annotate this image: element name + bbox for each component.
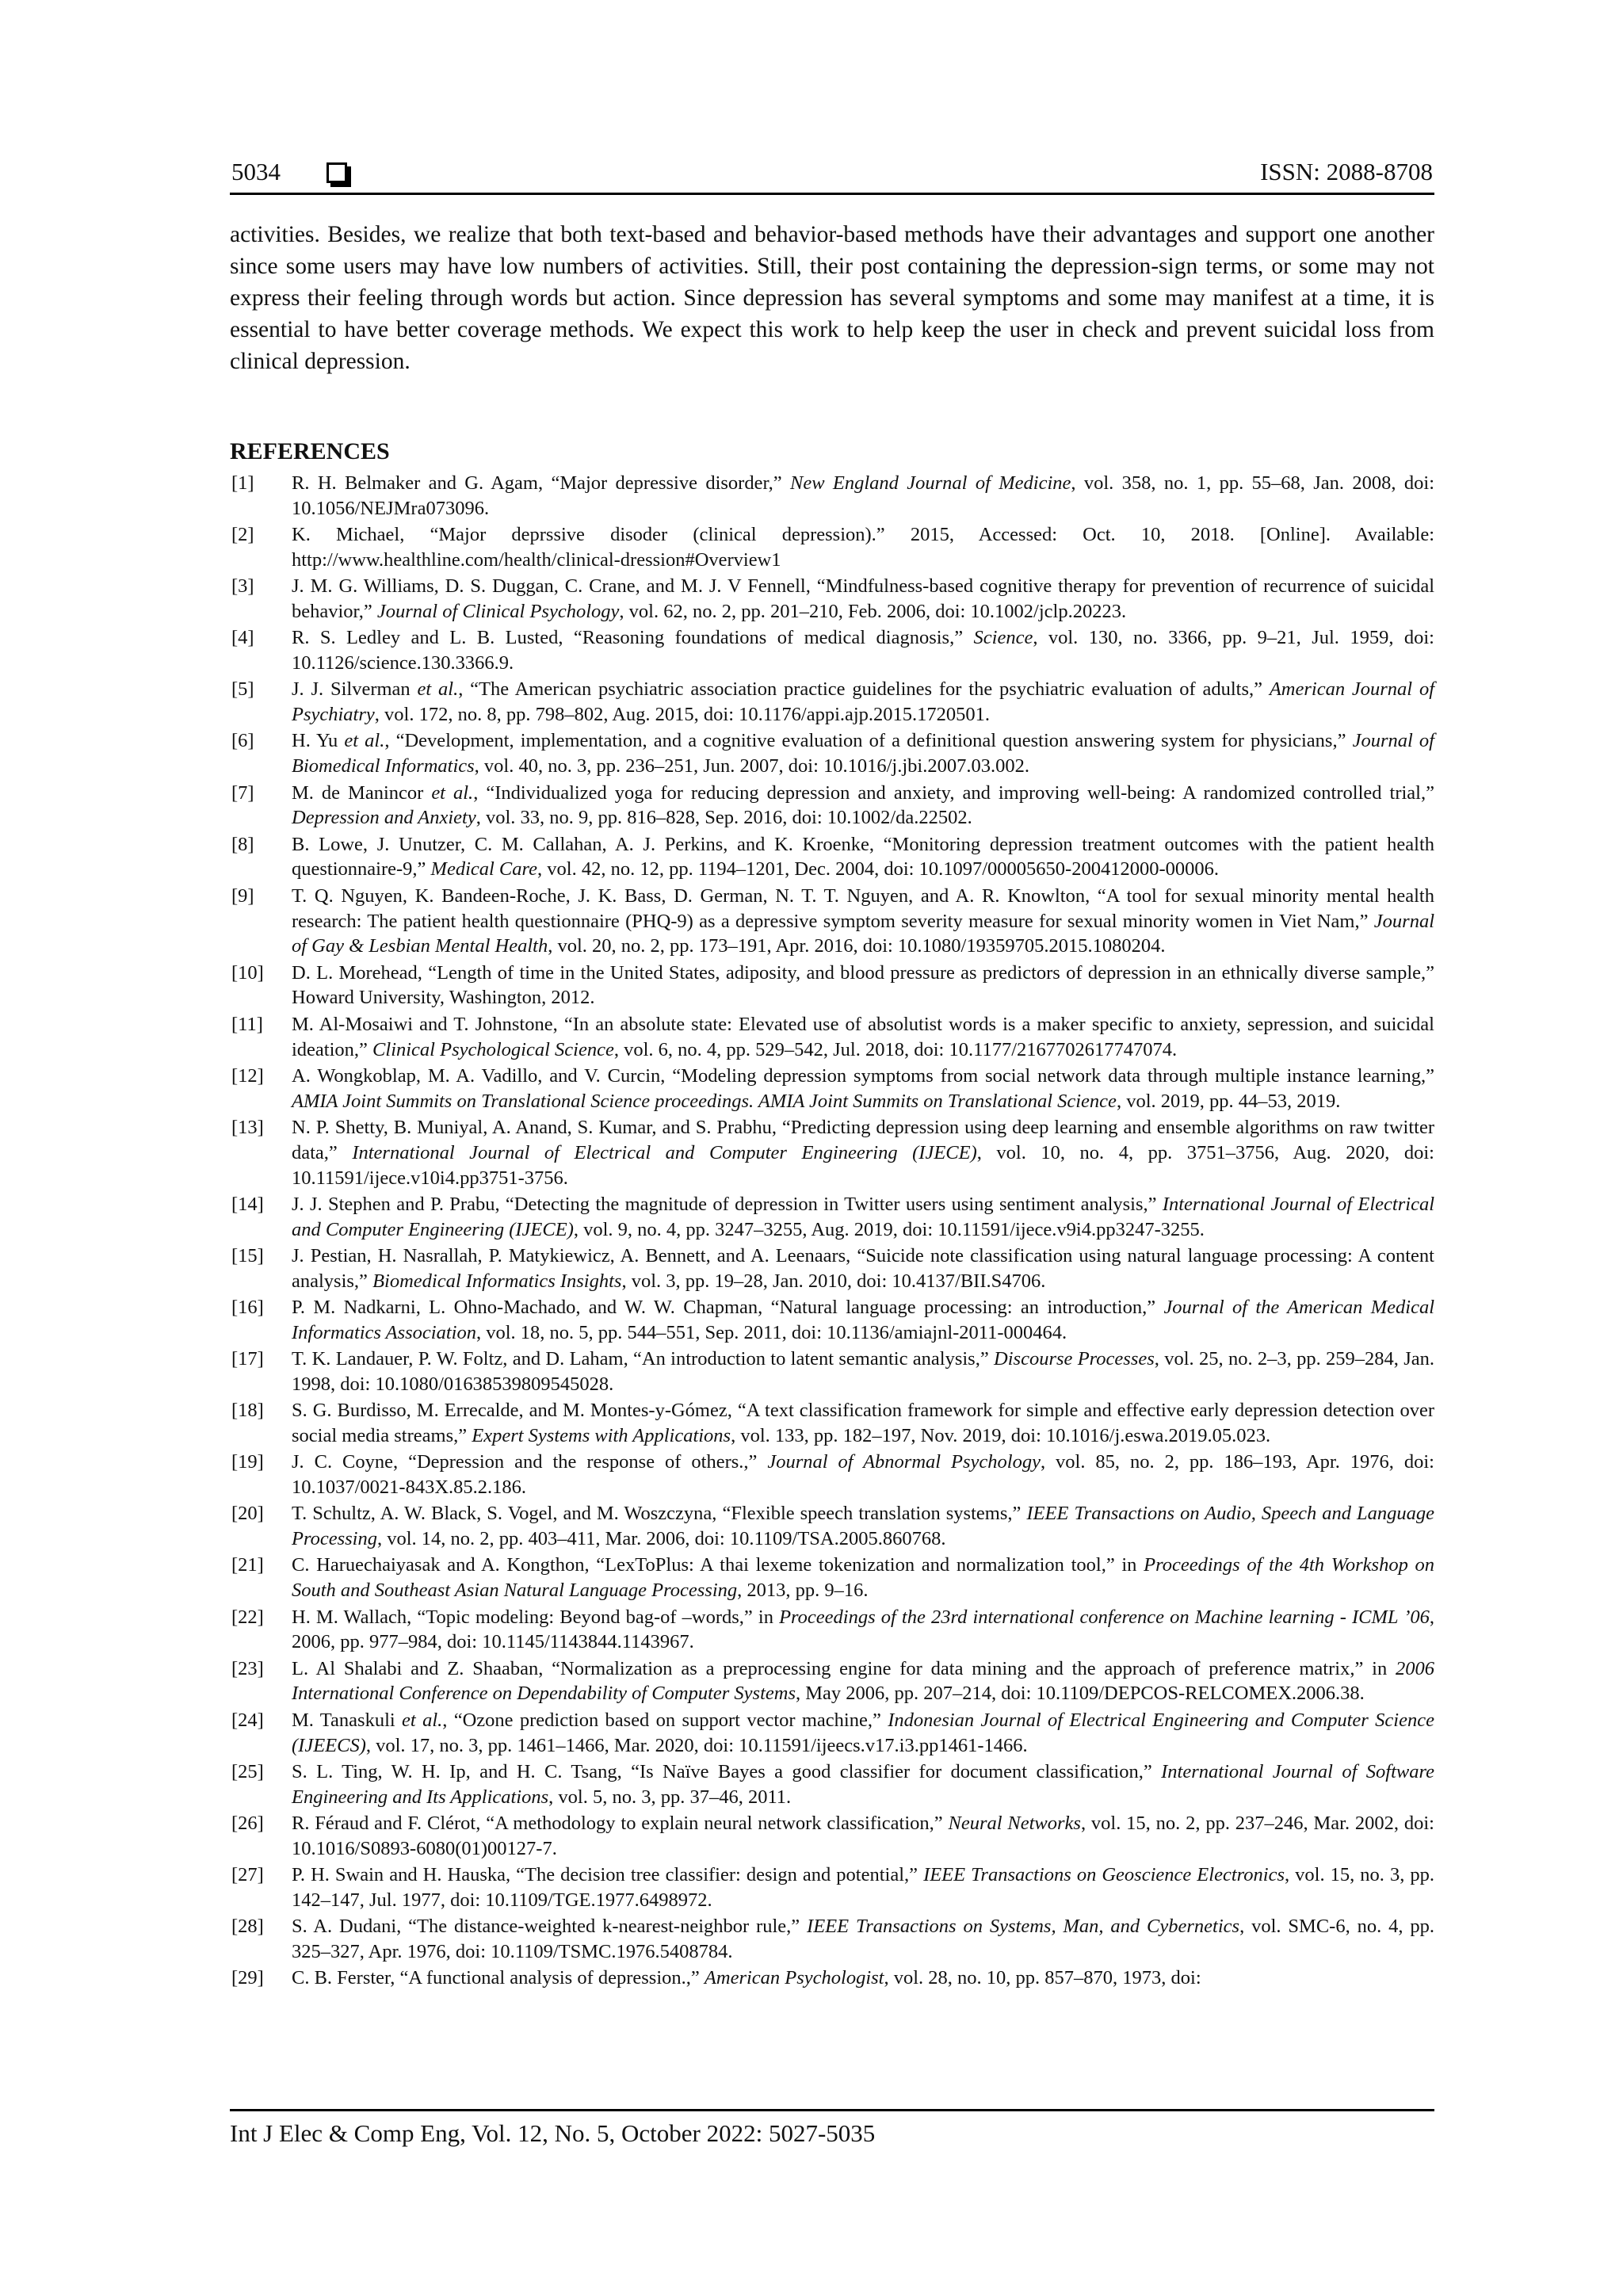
reference-text-part: , vol. 17, no. 3, pp. 1461–1466, Mar. 2020, doi: 10.11591/ijeecs.v17.i3.pp1461-1466. bbox=[365, 1734, 1028, 1756]
reference-source-italic: Journal of Clinical Psychology bbox=[376, 600, 620, 622]
reference-text-part: , vol. 358, no. 1, pp. 55–68, Jan. 2008, doi: 10.1056/NEJMra073096. bbox=[292, 472, 1434, 519]
reference-source-italic: Expert Systems with Applications bbox=[472, 1424, 731, 1446]
reference-text-part: S. L. Ting, W. H. Ip, and H. C. Tsang, “Is Naïve Bayes a good classifier for document classification,” bbox=[292, 1760, 1162, 1782]
reference-text-part: T. Q. Nguyen, K. Bandeen-Roche, J. K. Bass, D. German, N. T. T. Nguyen, and A. R. Knowlton, “A tool for sexual minority mental health research: The patient health questionnaire (PHQ-9) as a depressive symptom severity measure for sexual minority women in Viet Nam,” bbox=[292, 884, 1434, 932]
reference-text-part: C. Haruechaiyasak and A. Kongthon, “LexToPlus: A thai lexeme tokenization and normalization tool,” in bbox=[292, 1554, 1144, 1576]
reference-source-italic: Medical Care bbox=[430, 858, 538, 881]
reference-item bbox=[230, 1759, 1434, 1810]
reference-list bbox=[230, 471, 1434, 1992]
reference-text-part: C. B. Ferster, “A functional analysis of depression.,” bbox=[292, 1967, 705, 1989]
reference-item bbox=[230, 1811, 1434, 1862]
reference-text-part: , vol. 42, no. 12, pp. 1194–1201, Dec. 2004, doi: 10.1097/00005650-200412000-00006. bbox=[537, 858, 1219, 881]
reference-text-part: P. M. Nadkarni, L. Ohno-Machado, and W. W. Chapman, “Natural language processing: an introduction,” bbox=[292, 1297, 1164, 1318]
reference-text-part: , vol. 15, no. 2, pp. 237–246, Mar. 2002, doi: 10.1016/S0893-6080(01)00127-7. bbox=[292, 1812, 1434, 1859]
reference-source-italic: et al. bbox=[431, 781, 474, 804]
reference-source-italic: Journal of the American Medical Informatics Association bbox=[292, 1297, 1434, 1343]
reference-item bbox=[230, 1115, 1434, 1190]
reference-item bbox=[230, 1012, 1434, 1063]
reference-number: [29] bbox=[231, 1967, 264, 1989]
reference-text-part: , vol. 25, no. 2–3, pp. 259–284, Jan. 1998, doi: 10.1080/01638539809545028. bbox=[292, 1348, 1435, 1395]
reference-text-part: , vol. 33, no. 9, pp. 816–828, Sep. 2016, doi: 10.1002/da.22502. bbox=[475, 807, 972, 829]
reference-text bbox=[292, 1708, 1434, 1759]
reference-number: [19] bbox=[231, 1451, 264, 1473]
reference-text-part: R. S. Ledley and L. B. Lusted, “Reasoning foundations of medical diagnosis,” bbox=[292, 627, 974, 649]
reference-text bbox=[292, 1450, 1434, 1500]
reference-number: [5] bbox=[231, 678, 254, 701]
reference-item bbox=[230, 1398, 1434, 1449]
reference-text bbox=[292, 781, 1434, 831]
reference-text bbox=[292, 1966, 1434, 1991]
reference-number: [24] bbox=[231, 1709, 264, 1731]
reference-text-part: , “Ozone prediction based on support vector machine,” bbox=[442, 1709, 888, 1731]
reference-text-part: S. A. Dudani, “The distance-weighted k-nearest-neighbor rule,” bbox=[292, 1916, 808, 1938]
reference-text-part: M. Al-Mosaiwi and T. Johnstone, “In an absolute state: Elevated use of absolutist words is a maker specific to anxiety, sepression, and suicidal ideation,” bbox=[292, 1013, 1434, 1060]
reference-item bbox=[230, 1708, 1434, 1759]
reference-number: [26] bbox=[231, 1812, 264, 1834]
reference-text-part: K. Michael, “Major deprssive disoder (clinical depression).” 2015, Accessed: Oct. 10, 2018. [Online]. Available: http://www.healthline.com/health/clinical-dression#Overview1 bbox=[292, 524, 1434, 571]
reference-text bbox=[292, 1656, 1434, 1707]
reference-item bbox=[230, 1966, 1434, 1991]
reference-number: [12] bbox=[231, 1064, 264, 1087]
reference-source-italic: Discourse Processes bbox=[994, 1348, 1155, 1370]
reference-number: [23] bbox=[231, 1657, 264, 1679]
reference-text-part: J. Pestian, H. Nasrallah, P. Matykiewicz, A. Bennett, and A. Leenaars, “Suicide note classification using natural language processing: A content analysis,” bbox=[292, 1244, 1434, 1292]
reference-number: [9] bbox=[231, 884, 254, 907]
reference-text bbox=[292, 522, 1434, 573]
reference-item bbox=[230, 1192, 1434, 1243]
reference-item bbox=[230, 1295, 1434, 1346]
reference-text bbox=[292, 1862, 1434, 1913]
reference-text-part: , vol. 85, no. 2, pp. 186–193, Apr. 1976, doi: 10.1037/0021-843X.85.2.186. bbox=[292, 1451, 1434, 1499]
reference-number: [10] bbox=[231, 961, 264, 984]
reference-source-italic: AMIA Joint Summits on Translational Science proceedings. AMIA Joint Summits on Translational Science bbox=[292, 1090, 1117, 1112]
reference-text bbox=[292, 1501, 1434, 1552]
reference-text-part: , vol. 172, no. 8, pp. 798–802, Aug. 2015, doi: 10.1176/appi.ajp.2015.1720501. bbox=[374, 704, 991, 726]
reference-source-italic: New England Journal of Medicine bbox=[789, 472, 1071, 494]
reference-text-part: , May 2006, pp. 207–214, doi: 10.1109/DEPCOS-RELCOMEX.2006.38. bbox=[795, 1683, 1365, 1705]
reference-text bbox=[292, 1244, 1434, 1294]
reference-item bbox=[230, 961, 1434, 1011]
reference-text-part: , vol. 14, no. 2, pp. 403–411, Mar. 2006, doi: 10.1109/TSA.2005.860768. bbox=[376, 1528, 946, 1550]
reference-source-italic: Science bbox=[973, 627, 1033, 649]
reference-text bbox=[292, 1398, 1434, 1449]
reference-text-part: , vol. 5, no. 3, pp. 37–46, 2011. bbox=[548, 1786, 792, 1808]
reference-text bbox=[292, 1605, 1434, 1656]
reference-item bbox=[230, 1914, 1434, 1965]
reference-source-italic: et al. bbox=[344, 730, 385, 752]
reference-text bbox=[292, 1012, 1434, 1063]
issn-label: ISSN: 2088-8708 bbox=[1260, 158, 1433, 185]
reference-text-part: D. L. Morehead, “Length of time in the United States, adiposity, and blood pressure as predictors of depression in an ethnically diverse sample,” Howard University, Washington, 2012. bbox=[292, 961, 1434, 1009]
reference-source-italic: et al. bbox=[417, 678, 459, 701]
reference-text bbox=[292, 728, 1434, 779]
reference-text bbox=[292, 677, 1434, 728]
reference-source-italic: American Journal of Psychiatry bbox=[292, 678, 1435, 726]
box-icon bbox=[327, 162, 347, 183]
reference-text-part: , vol. 18, no. 5, pp. 544–551, Sep. 2011, doi: 10.1136/amiajnl-2011-000464. bbox=[475, 1321, 1067, 1343]
reference-source-italic: IEEE Transactions on Geoscience Electronics bbox=[923, 1864, 1285, 1886]
reference-number: [18] bbox=[231, 1400, 264, 1422]
reference-text bbox=[292, 832, 1434, 883]
reference-text-part: J. C. Coyne, “Depression and the response of others.,” bbox=[292, 1451, 768, 1473]
reference-item bbox=[230, 677, 1434, 728]
reference-text bbox=[292, 961, 1434, 1011]
reference-item bbox=[230, 1605, 1434, 1656]
reference-item bbox=[230, 1064, 1434, 1114]
reference-text bbox=[292, 1295, 1434, 1346]
reference-number: [2] bbox=[231, 524, 254, 546]
reference-text bbox=[292, 1115, 1434, 1190]
reference-text-part: B. Lowe, J. Unutzer, C. M. Callahan, A. J. Perkins, and K. Kroenke, “Monitoring depression treatment outcomes with the patient health questionnaire-9,” bbox=[292, 833, 1434, 881]
reference-text-part: S. G. Burdisso, M. Errecalde, and M. Montes-y-Gómez, “A text classification framework for simple and effective early depression detection over social media streams,” bbox=[292, 1400, 1434, 1446]
reference-text bbox=[292, 884, 1434, 959]
reference-source-italic: Journal of Biomedical Informatics bbox=[292, 730, 1434, 777]
reference-source-italic: Neural Networks bbox=[948, 1812, 1081, 1834]
reference-text bbox=[292, 1914, 1434, 1965]
reference-text-part: , vol. 3, pp. 19–28, Jan. 2010, doi: 10.4137/BII.S4706. bbox=[621, 1270, 1046, 1292]
reference-source-italic: Clinical Psychological Science bbox=[372, 1038, 614, 1060]
reference-source-italic: Depression and Anxiety bbox=[292, 807, 476, 829]
reference-item bbox=[230, 832, 1434, 883]
reference-text-part: , vol. 2019, pp. 44–53, 2019. bbox=[1116, 1090, 1341, 1112]
page-footer bbox=[230, 2109, 1434, 2147]
body-paragraph: activities. Besides, we realize that both text-based and behavior-based methods have their advantages and support one another since some users may have low numbers of activities. Still, their post containing the depression-sign terms, or some may not express their feeling through words but action. Since depression has several symptoms and some may manifest at a time, it is essential to have better coverage methods. We expect this work to help keep the user in check and prevent suicidal loss from clinical depression. bbox=[230, 222, 1434, 374]
reference-item bbox=[230, 1553, 1434, 1603]
reference-text-part: , vol. 130, no. 3366, pp. 9–21, Jul. 1959, doi: 10.1126/science.130.3366.9. bbox=[292, 627, 1434, 674]
reference-item bbox=[230, 625, 1434, 676]
reference-source-italic: IEEE Transactions on Audio, Speech and Language Processing bbox=[292, 1503, 1434, 1550]
reference-text-part: H. Yu bbox=[292, 730, 345, 752]
reference-item bbox=[230, 471, 1434, 521]
reference-item bbox=[230, 1862, 1434, 1913]
page-number: 5034 bbox=[231, 158, 281, 185]
reference-text bbox=[292, 574, 1434, 625]
reference-number: [15] bbox=[231, 1244, 264, 1266]
reference-text-part: R. Féraud and F. Clérot, “A methodology to explain neural network classification,” bbox=[292, 1812, 949, 1834]
reference-item bbox=[230, 1656, 1434, 1707]
reference-source-italic: 2006 International Conference on Dependability of Computer Systems bbox=[292, 1657, 1434, 1705]
reference-source-italic: Indonesian Journal of Electrical Engineering and Computer Science (IJEECS) bbox=[292, 1709, 1434, 1756]
reference-source-italic: International Journal of Electrical and Computer Engineering (IJECE) bbox=[292, 1193, 1434, 1240]
reference-source-italic: Proceedings of the 23rd international conference on Machine learning - ICML ’06 bbox=[779, 1606, 1430, 1628]
reference-number: [7] bbox=[231, 781, 254, 804]
reference-item bbox=[230, 781, 1434, 831]
reference-source-italic: American Psychologist bbox=[704, 1967, 884, 1989]
reference-text-part: , “The American psychiatric association practice guidelines for the psychiatric evaluation of adults,” bbox=[458, 678, 1270, 701]
reference-number: [22] bbox=[231, 1606, 264, 1628]
reference-number: [27] bbox=[231, 1864, 264, 1886]
reference-source-italic: International Journal of Electrical and Computer Engineering (IJECE) bbox=[352, 1141, 977, 1163]
reference-text bbox=[292, 471, 1434, 521]
reference-item bbox=[230, 522, 1434, 573]
reference-number: [3] bbox=[231, 575, 254, 598]
reference-item bbox=[230, 1244, 1434, 1294]
reference-number: [8] bbox=[231, 833, 254, 855]
reference-text-part: , vol. 15, no. 3, pp. 142–147, Jul. 1977, doi: 10.1109/TGE.1977.6498972. bbox=[292, 1864, 1434, 1911]
reference-text-part: , vol. 40, no. 3, pp. 236–251, Jun. 2007, doi: 10.1016/j.jbi.2007.03.002. bbox=[474, 755, 1029, 777]
reference-text-part: , 2006, pp. 977–984, doi: 10.1145/1143844.1143967. bbox=[292, 1606, 1434, 1653]
reference-text bbox=[292, 625, 1434, 676]
reference-text-part: , 2013, pp. 9–16. bbox=[737, 1580, 869, 1602]
reference-text-part: N. P. Shetty, B. Muniyal, A. Anand, S. Kumar, and S. Prabhu, “Predicting depression using deep learning and ensemble algorithms on raw twitter data,” bbox=[292, 1116, 1434, 1163]
reference-text bbox=[292, 1192, 1434, 1243]
reference-text-part: T. K. Landauer, P. W. Foltz, and D. Laham, “An introduction to latent semantic analysis,” bbox=[292, 1348, 995, 1370]
reference-item bbox=[230, 1501, 1434, 1552]
reference-number: [11] bbox=[231, 1013, 263, 1035]
reference-text-part: J. J. Silverman bbox=[292, 678, 418, 701]
reference-number: [4] bbox=[231, 627, 254, 649]
reference-text-part: R. H. Belmaker and G. Agam, “Major depressive disorder,” bbox=[292, 472, 790, 494]
reference-item bbox=[230, 728, 1434, 779]
reference-number: [16] bbox=[231, 1297, 264, 1318]
reference-source-italic: Journal of Abnormal Psychology bbox=[767, 1451, 1041, 1473]
reference-text-part: H. M. Wallach, “Topic modeling: Beyond bag-of –words,” in bbox=[292, 1606, 780, 1628]
reference-number: [28] bbox=[231, 1916, 264, 1938]
reference-item bbox=[230, 574, 1434, 625]
reference-text bbox=[292, 1759, 1434, 1810]
reference-text-part: , vol. 9, no. 4, pp. 3247–3255, Aug. 2019, doi: 10.11591/ijece.v9i4.pp3247-3255. bbox=[573, 1218, 1205, 1240]
reference-text-part: , “Individualized yoga for reducing depression and anxiety, and improving well-being: A randomized controlled trial,” bbox=[473, 781, 1434, 804]
reference-text-part: M. de Manincor bbox=[292, 781, 432, 804]
reference-text-part: , vol. 28, no. 10, pp. 857–870, 1973, doi: bbox=[884, 1967, 1201, 1989]
reference-number: [21] bbox=[231, 1554, 264, 1576]
reference-source-italic: Proceedings of the 4th Workshop on South and Southeast Asian Natural Language Processing bbox=[292, 1554, 1434, 1602]
reference-number: [25] bbox=[231, 1760, 264, 1782]
reference-text-part: P. H. Swain and H. Hauska, “The decision tree classifier: design and potential,” bbox=[292, 1864, 924, 1886]
footer-citation: Int J Elec & Comp Eng, Vol. 12, No. 5, October 2022: 5027-5035 bbox=[230, 2119, 876, 2147]
reference-text-part: , vol. 10, no. 4, pp. 3751–3756, Aug. 2020, doi: 10.11591/ijece.v10i4.pp3751-3756. bbox=[292, 1141, 1434, 1189]
reference-text bbox=[292, 1811, 1434, 1862]
reference-text-part: T. Schultz, A. W. Black, S. Vogel, and M. Woszczyna, “Flexible speech translation systems,” bbox=[292, 1503, 1027, 1525]
reference-text-part: , vol. 133, pp. 182–197, Nov. 2019, doi: 10.1016/j.eswa.2019.05.023. bbox=[731, 1424, 1271, 1446]
reference-item bbox=[230, 884, 1434, 959]
reference-text bbox=[292, 1064, 1434, 1114]
reference-number: [6] bbox=[231, 730, 254, 752]
reference-item bbox=[230, 1450, 1434, 1500]
reference-number: [13] bbox=[231, 1116, 264, 1138]
reference-text-part: J. M. G. Williams, D. S. Duggan, C. Crane, and M. J. V Fennell, “Mindfulness-based cognitive therapy for prevention of recurrence of suicidal behavior,” bbox=[292, 575, 1434, 622]
reference-text-part: , “Development, implementation, and a cognitive evaluation of a definitional question answering system for physicians,” bbox=[384, 730, 1353, 752]
reference-text-part: J. J. Stephen and P. Prabu, “Detecting the magnitude of depression in Twitter users using sentiment analysis,” bbox=[292, 1193, 1163, 1215]
reference-item bbox=[230, 1347, 1434, 1397]
reference-text-part: M. Tanaskuli bbox=[292, 1709, 403, 1731]
reference-text-part: , vol. 6, no. 4, pp. 529–542, Jul. 2018, doi: 10.1177/2167702617747074. bbox=[613, 1038, 1178, 1060]
reference-text bbox=[292, 1553, 1434, 1603]
reference-number: [17] bbox=[231, 1348, 264, 1370]
reference-text-part: , vol. 62, no. 2, pp. 201–210, Feb. 2006, doi: 10.1002/jclp.20223. bbox=[619, 600, 1127, 622]
references-heading: REFERENCES bbox=[230, 438, 390, 464]
reference-number: [1] bbox=[231, 472, 254, 494]
reference-text-part: , vol. SMC-6, no. 4, pp. 325–327, Apr. 1976, doi: 10.1109/TSMC.1976.5408784. bbox=[292, 1916, 1434, 1962]
reference-text-part: L. Al Shalabi and Z. Shaaban, “Normalization as a preprocessing engine for data mining and the approach of preference matrix,” in bbox=[292, 1657, 1396, 1679]
reference-source-italic: Biomedical Informatics Insights bbox=[372, 1270, 622, 1292]
reference-number: [20] bbox=[231, 1503, 264, 1525]
reference-source-italic: IEEE Transactions on Systems, Man, and Cybernetics bbox=[807, 1916, 1240, 1938]
reference-text bbox=[292, 1347, 1434, 1397]
reference-source-italic: Journal of Gay & Lesbian Mental Health bbox=[292, 910, 1434, 957]
reference-text-part: A. Wongkoblap, M. A. Vadillo, and V. Curcin, “Modeling depression symptoms from social network data through multiple instance learning,” bbox=[292, 1064, 1434, 1087]
reference-number: [14] bbox=[231, 1193, 264, 1215]
reference-text-part: , vol. 20, no. 2, pp. 173–191, Apr. 2016, doi: 10.1080/19359705.2015.1080204. bbox=[548, 935, 1166, 957]
reference-source-italic: et al. bbox=[402, 1709, 443, 1731]
reference-source-italic: International Journal of Software Engineering and Its Applications bbox=[292, 1760, 1434, 1808]
page-header bbox=[230, 155, 1434, 195]
